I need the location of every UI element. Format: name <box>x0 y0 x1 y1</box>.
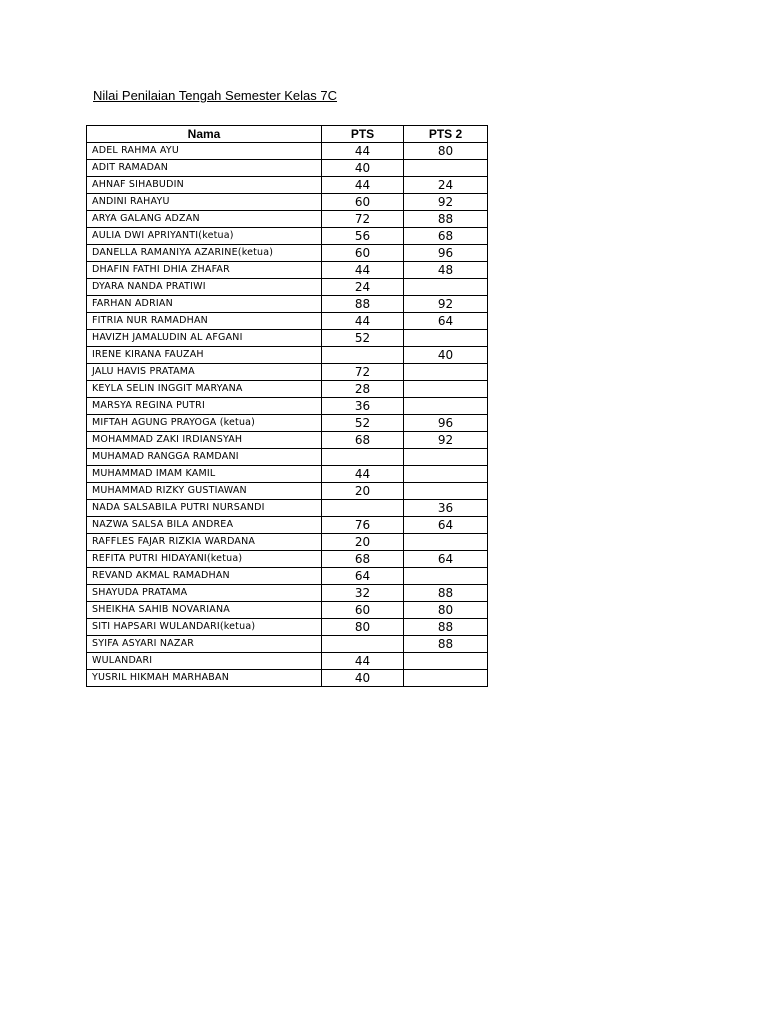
pts2-score-cell <box>404 364 488 381</box>
table-row <box>87 466 488 483</box>
table-row <box>87 398 488 415</box>
pts-score-cell: 56 <box>322 228 404 245</box>
pts-score-cell: 28 <box>322 381 404 398</box>
student-name-cell: FITRIA NUR RAMADHAN <box>87 313 322 330</box>
pts2-score-cell: 96 <box>404 245 488 262</box>
pts2-score-cell: 64 <box>404 551 488 568</box>
pts-score-cell: 44 <box>322 653 404 670</box>
pts2-score-cell <box>404 381 488 398</box>
student-name-cell: MIFTAH AGUNG PRAYOGA (ketua) <box>87 415 322 432</box>
table-row <box>87 568 488 585</box>
student-name-cell: ANDINI RAHAYU <box>87 194 322 211</box>
table-row <box>87 347 488 364</box>
table-row <box>87 653 488 670</box>
pts-score-cell: 24 <box>322 279 404 296</box>
pts2-score-cell <box>404 466 488 483</box>
student-name-cell: AHNAF SIHABUDIN <box>87 177 322 194</box>
pts2-score-cell: 64 <box>404 313 488 330</box>
pts-score-cell: 20 <box>322 534 404 551</box>
table-row <box>87 330 488 347</box>
pts2-score-cell <box>404 279 488 296</box>
table-row <box>87 449 488 466</box>
pts-score-cell: 72 <box>322 364 404 381</box>
pts2-score-cell <box>404 483 488 500</box>
table-row <box>87 381 488 398</box>
table-row <box>87 262 488 279</box>
pts2-score-cell: 36 <box>404 500 488 517</box>
table-row <box>87 279 488 296</box>
table-row <box>87 551 488 568</box>
pts2-score-cell <box>404 534 488 551</box>
pts2-score-cell: 48 <box>404 262 488 279</box>
table-row <box>87 670 488 687</box>
pts2-score-cell: 24 <box>404 177 488 194</box>
student-name-cell: RAFFLES FAJAR RIZKIA WARDANA <box>87 534 322 551</box>
student-name-cell: JALU HAVIS PRATAMA <box>87 364 322 381</box>
pts-score-cell: 60 <box>322 602 404 619</box>
pts-score-cell <box>322 500 404 517</box>
pts2-score-cell: 64 <box>404 517 488 534</box>
student-name-cell: MOHAMMAD ZAKI IRDIANSYAH <box>87 432 322 449</box>
pts-score-cell: 60 <box>322 245 404 262</box>
column-header-nama: Nama <box>87 126 322 143</box>
pts-score-cell: 68 <box>322 432 404 449</box>
student-name-cell: FARHAN ADRIAN <box>87 296 322 313</box>
pts-score-cell: 44 <box>322 262 404 279</box>
pts-score-cell: 32 <box>322 585 404 602</box>
page-title: Nilai Penilaian Tengah Semester Kelas 7C <box>93 88 338 103</box>
table-row <box>87 619 488 636</box>
pts2-score-cell <box>404 653 488 670</box>
pts2-score-cell: 88 <box>404 585 488 602</box>
pts-score-cell: 36 <box>322 398 404 415</box>
student-name-cell: SHAYUDA PRATAMA <box>87 585 322 602</box>
pts-score-cell <box>322 449 404 466</box>
pts2-score-cell <box>404 160 488 177</box>
pts-score-cell: 44 <box>322 177 404 194</box>
pts2-score-cell: 92 <box>404 296 488 313</box>
pts2-score-cell: 88 <box>404 636 488 653</box>
table-header-row <box>87 126 488 143</box>
pts-score-cell: 40 <box>322 160 404 177</box>
pts2-score-cell: 40 <box>404 347 488 364</box>
pts2-score-cell: 96 <box>404 415 488 432</box>
pts2-score-cell: 80 <box>404 143 488 160</box>
table-row <box>87 500 488 517</box>
table-row <box>87 228 488 245</box>
pts-score-cell <box>322 636 404 653</box>
table-row <box>87 194 488 211</box>
student-name-cell: WULANDARI <box>87 653 322 670</box>
student-name-cell: KEYLA SELIN INGGIT MARYANA <box>87 381 322 398</box>
pts-score-cell: 20 <box>322 483 404 500</box>
pts-score-cell: 80 <box>322 619 404 636</box>
grades-table <box>86 125 488 687</box>
student-name-cell: MUHAMAD RANGGA RAMDANI <box>87 449 322 466</box>
table-row <box>87 602 488 619</box>
table-row <box>87 313 488 330</box>
student-name-cell: DANELLA RAMANIYA AZARINE(ketua) <box>87 245 322 262</box>
student-name-cell: ADIT RAMADAN <box>87 160 322 177</box>
pts2-score-cell <box>404 398 488 415</box>
student-name-cell: DYARA NANDA PRATIWI <box>87 279 322 296</box>
student-name-cell: SHEIKHA SAHIB NOVARIANA <box>87 602 322 619</box>
table-row <box>87 585 488 602</box>
pts2-score-cell <box>404 568 488 585</box>
column-header-pts2: PTS 2 <box>404 126 488 143</box>
pts2-score-cell: 88 <box>404 619 488 636</box>
student-name-cell: IRENE KIRANA FAUZAH <box>87 347 322 364</box>
pts2-score-cell <box>404 449 488 466</box>
pts-score-cell: 44 <box>322 466 404 483</box>
pts-score-cell: 44 <box>322 313 404 330</box>
table-row <box>87 415 488 432</box>
pts-score-cell: 60 <box>322 194 404 211</box>
table-row <box>87 636 488 653</box>
student-name-cell: NADA SALSABILA PUTRI NURSANDI <box>87 500 322 517</box>
student-name-cell: REVAND AKMAL RAMADHAN <box>87 568 322 585</box>
pts-score-cell: 88 <box>322 296 404 313</box>
pts-score-cell: 64 <box>322 568 404 585</box>
pts2-score-cell: 80 <box>404 602 488 619</box>
pts-score-cell: 72 <box>322 211 404 228</box>
table-row <box>87 211 488 228</box>
student-name-cell: ADEL RAHMA AYU <box>87 143 322 160</box>
table-row <box>87 296 488 313</box>
table-row <box>87 364 488 381</box>
student-name-cell: YUSRIL HIKMAH MARHABAN <box>87 670 322 687</box>
pts-score-cell: 44 <box>322 143 404 160</box>
student-name-cell: REFITA PUTRI HIDAYANI(ketua) <box>87 551 322 568</box>
student-name-cell: SYIFA ASYARI NAZAR <box>87 636 322 653</box>
student-name-cell: SITI HAPSARI WULANDARI(ketua) <box>87 619 322 636</box>
pts2-score-cell <box>404 330 488 347</box>
student-name-cell: AULIA DWI APRIYANTI(ketua) <box>87 228 322 245</box>
pts2-score-cell <box>404 670 488 687</box>
pts2-score-cell: 92 <box>404 432 488 449</box>
table-row <box>87 245 488 262</box>
table-row <box>87 483 488 500</box>
table-row <box>87 160 488 177</box>
pts-score-cell: 52 <box>322 415 404 432</box>
pts-score-cell: 76 <box>322 517 404 534</box>
pts-score-cell: 40 <box>322 670 404 687</box>
pts-score-cell: 52 <box>322 330 404 347</box>
table-row <box>87 517 488 534</box>
table-row <box>87 534 488 551</box>
pts2-score-cell: 88 <box>404 211 488 228</box>
student-name-cell: HAVIZH JAMALUDIN AL AFGANI <box>87 330 322 347</box>
student-name-cell: MUHAMMAD RIZKY GUSTIAWAN <box>87 483 322 500</box>
student-name-cell: MARSYA REGINA PUTRI <box>87 398 322 415</box>
pts2-score-cell: 68 <box>404 228 488 245</box>
student-name-cell: DHAFIN FATHI DHIA ZHAFAR <box>87 262 322 279</box>
student-name-cell: NAZWA SALSA BILA ANDREA <box>87 517 322 534</box>
table-row <box>87 432 488 449</box>
pts2-score-cell: 92 <box>404 194 488 211</box>
pts-score-cell <box>322 347 404 364</box>
table-row <box>87 177 488 194</box>
pts-score-cell: 68 <box>322 551 404 568</box>
table-body <box>87 143 488 687</box>
student-name-cell: ARYA GALANG ADZAN <box>87 211 322 228</box>
table-row <box>87 143 488 160</box>
column-header-pts: PTS <box>322 126 404 143</box>
student-name-cell: MUHAMMAD IMAM KAMIL <box>87 466 322 483</box>
